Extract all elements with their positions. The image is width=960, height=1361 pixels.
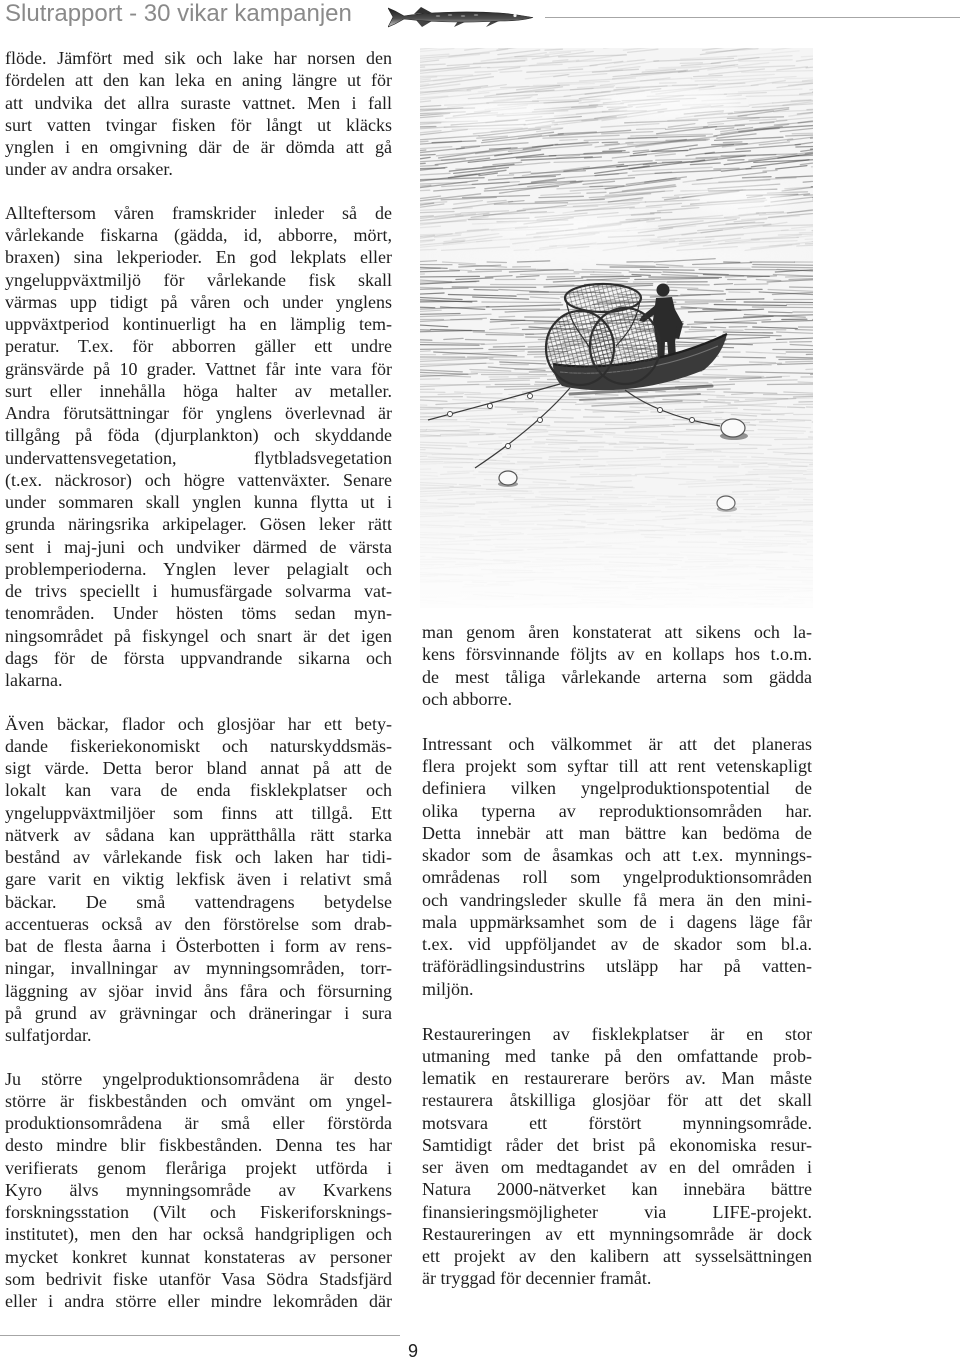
text-line: och abborre. [422,688,512,709]
text-line: är tryggad för decennier framåt. [422,1268,652,1289]
text-line: vårlekande fiskarna (gädda, id, abborre, mört, [5,225,392,246]
text-line: som bedrivit fiske utanför Vasa Södra Stadsfjärd [5,1268,392,1289]
text-line: Natura 2000-nätverket kan innebära bättre [422,1179,812,1200]
text-line: eller i andra större eller mindre lekområden där [5,1291,392,1312]
text-line: Kyro älvs mynningsområde av Kvarkens [5,1179,392,1200]
text-line: undervattensvegetation, flytbladsvegetation [5,447,392,468]
text-line: Allteftersom våren framskrider inleder så de [5,202,392,223]
text-line: värmas upp tidigt på våren och under ynglens [5,291,392,312]
text-line: tillgång på föda (djurplankton) och skyddande [5,425,392,446]
text-line: problemperioderna. Ynglen lever pelagialt och [5,558,392,579]
paragraph [422,621,812,710]
text-line: miljön. [422,978,474,999]
fisherman-boat-drawing [420,48,813,608]
text-line: uppväxtperiod kontinuerligt ha en lämplig tem- [5,314,392,335]
text-line: områdenas roll som yngelproduktionsområden [422,867,812,888]
text-line: dags för de första uppvandrande sikarna och [5,647,392,668]
text-line: yngeluppväxtmiljöer som finns att tillgå. Ett [5,802,392,823]
text-line: ser även om medtagandet av en del områden i [422,1157,812,1178]
text-line: Ju större yngelproduktionsområdena är desto [5,1068,392,1089]
text-line: att undvika det allra suraste vattnet. Men i fall [5,92,392,113]
text-line: under sommaren skall ynglen kunna flytta ut i [5,492,392,513]
text-line: restaurera åtskilliga glosjöar för att det skall [422,1090,812,1111]
text-line: olika typerna av reproduktionsområden har. [422,800,812,821]
text-line: Andra förutsättningar för ynglens överlevnad är [5,403,392,424]
footer-rule [0,1335,400,1336]
text-line: Samtidigt råder det brist på ekonomiska resur- [422,1134,812,1155]
text-line: definiera vilken yngelproduktionspotential de [422,778,812,799]
text-line: de trivs speciellt i humusfärgade solvarma vat- [5,581,392,602]
text-line: lakarna. [5,670,63,691]
text-line: surt vatten tvingar fisken för långt ut kläcks [5,114,392,135]
text-line: nätverk av sådana kan upprätthålla rätt starka [5,824,392,845]
text-line: träförädlingsindustrins utsläpp har på vatten- [422,956,812,977]
text-line: Detta innebär att man bättre kan bedöma de [422,822,812,843]
text-line: och vandringsleder skulle få mera än den mini- [422,889,812,910]
paragraph [5,47,392,181]
paragraph [422,1023,812,1290]
text-line: yngeluppväxtmiljö för vårlekande fisk skall [5,269,392,290]
text-line: accentueras också av den förstörelse som drab- [5,913,392,934]
text-line: surt eller innehålla höga halter av metaller. [5,380,392,401]
text-line: mala uppmärksamhet som de i dagens läge får [422,911,812,932]
text-line: flöde. Jämfört med sik och lake har norsen den [5,48,392,68]
text-line: sigt värde. Detta beror bland annat på att de [5,758,392,779]
text-line: ynglen i en omgivning där de är dömda att gå [5,137,392,157]
text-line: lematik en restaurerare berörs av. Man måste [422,1068,812,1089]
text-line: peratur. T.ex. för abborren gäller ett undre [5,336,392,357]
text-line: forskningsstation (Vilt och Fiskeriforsknings- [5,1202,392,1223]
page-number: 9 [407,1341,418,1361]
header-rule [545,17,960,18]
text-line: man genom åren konstaterat att sikens och la- [422,622,812,642]
text-line: bestånd av vårlekande fisk och laken har tidi- [5,847,392,868]
paragraph [5,202,392,692]
text-line: tenområden. Under hösten töms sedan myn- [5,603,392,624]
text-line: kens försvinnande följts av en kollaps hos t.o.m. [422,644,812,665]
text-line: Restaureringen av fisklekplatser är en stor [422,1023,812,1044]
right-text-column [422,621,812,1290]
left-text-column [5,47,392,1312]
text-line: Även bäckar, flador och glosjöar har ett bety- [5,713,392,734]
text-line: bat de flesta åarna i Österbotten i form av rens- [5,936,392,957]
text-line: skador som de åsamkas och att t.ex. mynnings- [422,845,812,866]
pike-fish-icon [388,4,534,30]
text-line: (t.ex. näckrosor) och högre vattenväxter. Senare [5,469,392,490]
text-line: ningar, invallningar av mynningsområden, torr- [5,958,392,979]
paragraph [5,713,392,1047]
text-line: ningsområdet på fiskyngel och snart är det igen [5,625,392,646]
text-line: sulfatjordar. [5,1025,92,1046]
text-line: motsvara ett förstört mynningsområde. [422,1112,812,1133]
text-line: sent i maj-juni och undviker därmed de värsta [5,536,392,557]
text-line: verifierats genom fleråriga projekt utförda i [5,1157,392,1178]
text-line: de mest tåliga vårlekande arterna som gädda [422,666,812,687]
text-line: dande fiskeriekonomiskt och naturskyddsmäs- [5,735,392,756]
paragraph [422,733,812,1000]
text-line: Restaureringen av ett mynningsområde är dock [422,1223,812,1244]
text-line: braxen) sina lekperioder. En god lekplats eller [5,247,392,268]
running-header-title: Slutrapport - 30 vikar kampanjen [5,0,352,27]
text-line: produktionsområdena är små eller förstörda [5,1113,392,1134]
text-line: flera projekt som syftar till att rent vetenskapligt [422,756,812,777]
text-line: institutet), men den har också handgripligen och [5,1224,392,1245]
text-line: fördelen att den kan leka en aning längre ut för [5,70,392,91]
text-line: större är fiskbestånden och omvänt om yngel- [5,1090,392,1111]
text-line: under av andra orsaker. [5,159,173,180]
text-line: utmaning med tanke på den omfattande prob- [422,1045,812,1066]
text-line: på grund av grävningar och dräneringar i sura [5,1002,392,1023]
text-line: gare varit en viktig lekfisk även i relativt små [5,869,392,890]
text-line: mycket konkret kunnat konstateras av personer [5,1246,392,1267]
text-line: läggning av sjöar invid åns fåra och försurning [5,980,392,1001]
text-line: Intressant och välkommet är att det planeras [422,733,812,754]
text-line: lokalt kan vara de enda fisklekplatser och [5,780,392,801]
text-line: desto mindre blir fiskbestånden. Denna tes har [5,1135,392,1156]
text-line: t.ex. vid uppföljandet av de skador som bl.a. [422,934,812,955]
paragraph [5,1068,392,1313]
text-line: gränsvärde på 10 grader. Vattnet får inte vara för [5,358,392,379]
text-line: bäckar. De små vattendragens betydelse [5,891,392,912]
text-line: ett projekt av den kalibern att sysselsättningen [422,1246,812,1267]
text-line: grunda näringsrika arkipelager. Gösen leker rätt [5,514,392,535]
text-line: finansieringsmöjligheter via LIFE-projekt. [422,1201,812,1222]
